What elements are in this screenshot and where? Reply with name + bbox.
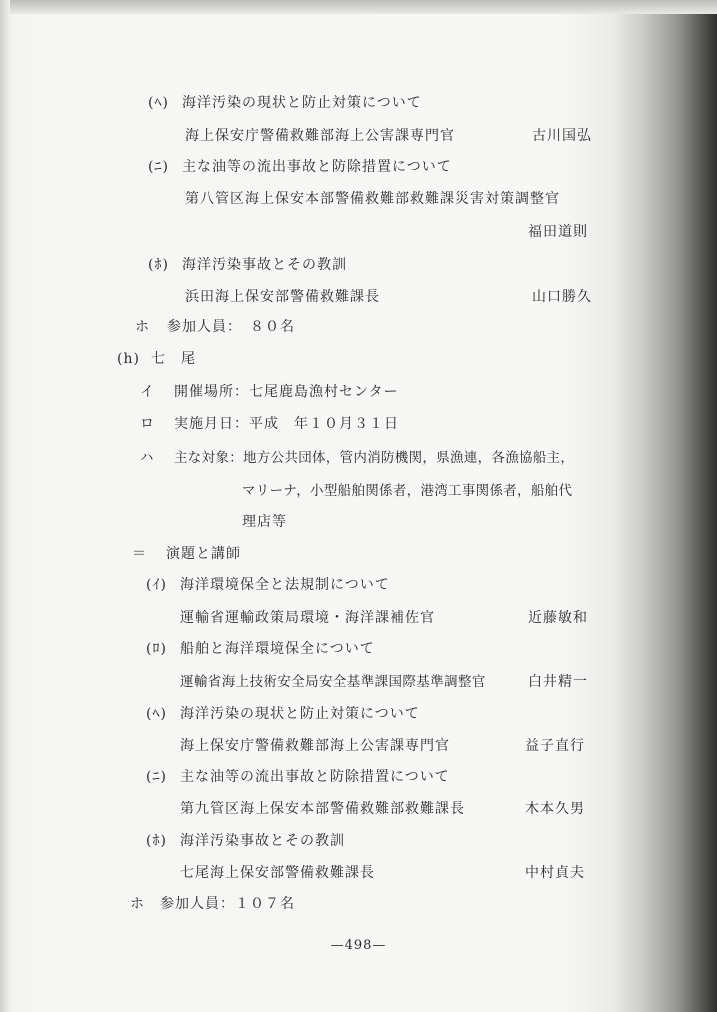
topic-text: 海洋環境保全と法規制について (180, 577, 390, 593)
attendance-line (130, 895, 295, 913)
item-marker: (ｲ) (146, 577, 167, 593)
attendance-text: 参加人員： ８０名 (167, 319, 295, 335)
lecturer-title: 海上保安庁警備救難部海上公害課専門官 (180, 738, 450, 754)
lecturer-name: 福田道則 (528, 224, 588, 240)
lecturer-title: 第八管区海上保安本部警備救難部救難課災害対策調整官 (185, 191, 560, 207)
subsection-heading (132, 545, 241, 563)
section-marker: (h) (117, 351, 140, 367)
heading-line (148, 94, 422, 112)
info-line (140, 415, 399, 433)
topic-text: 海洋汚染事故とその教訓 (180, 833, 345, 849)
attendance-text: 参加人員：１０７名 (160, 896, 295, 912)
item-marker: ハ (140, 450, 154, 466)
lecturer-name: 白井精一 (528, 674, 588, 690)
topic-text: 船舶と海洋環境保全について (180, 641, 375, 657)
scan-top-edge (0, 0, 717, 14)
info-line (140, 383, 398, 401)
info-continuation: マリーナ，小型船舶関係者，港湾工事関係者，船舶代 (242, 483, 573, 499)
topic-text: 主な油等の流出事故と防除措置について (180, 769, 450, 785)
heading-line (146, 576, 390, 594)
item-marker: (ﾆ) (148, 159, 169, 175)
lecturer-title: 運輸省海上技術安全局安全基準課国際基準調整官 (180, 674, 486, 690)
info-text: 実施月日：平成 年１０月３１日 (174, 416, 399, 432)
topic-text: 主な油等の流出事故と防除措置について (182, 159, 452, 175)
topic-text: 海洋汚染の現状と防止対策について (182, 95, 422, 111)
item-marker: ロ (140, 416, 155, 432)
lecturer-title: 海上保安庁警備救難部海上公害課専門官 (185, 128, 455, 144)
section-title: 七 尾 (151, 351, 196, 367)
heading-line (148, 256, 347, 274)
lecturer-title: 七尾海上保安部警備救難課長 (180, 865, 375, 881)
info-continuation: 理店等 (242, 514, 287, 530)
item-marker: イ (140, 384, 155, 400)
item-marker: ホ (130, 896, 145, 912)
info-text: 開催場所：七尾鹿島漁村センター (174, 384, 399, 400)
page-number: —498— (330, 938, 387, 953)
lecturer-title: 運輸省運輸政策局環境・海洋課補佐官 (180, 610, 435, 626)
section-heading (117, 350, 196, 368)
item-marker: (ﾛ) (146, 641, 167, 657)
attendance-line (135, 318, 295, 336)
item-marker: ＝ (132, 546, 147, 562)
info-text: 主な対象：地方公共団体，管内消防機関，県漁連，各漁協船主， (174, 450, 575, 466)
lecturer-title: 浜田海上保安部警備救難課長 (185, 289, 380, 305)
scan-left-edge (0, 0, 10, 1012)
subsection-title: 演題と講師 (166, 546, 241, 562)
heading-line (146, 768, 450, 786)
lecturer-name: 木本久男 (525, 801, 585, 817)
heading-line (146, 640, 375, 658)
info-line (140, 449, 574, 467)
topic-text: 海洋汚染事故とその教訓 (182, 257, 347, 273)
lecturer-name: 益子直行 (525, 738, 585, 754)
heading-line (146, 705, 420, 723)
lecturer-name: 中村貞夫 (525, 865, 585, 881)
lecturer-name: 近藤敏和 (528, 610, 588, 626)
heading-line (146, 832, 345, 850)
lecturer-name: 山口勝久 (532, 289, 592, 305)
heading-line (148, 158, 452, 176)
item-marker: (ﾎ) (146, 833, 167, 849)
item-marker: (ﾍ) (146, 706, 167, 722)
item-marker: (ﾍ) (148, 95, 169, 111)
lecturer-name: 古川国弘 (532, 128, 592, 144)
item-marker: (ﾎ) (148, 257, 169, 273)
item-marker: (ﾆ) (146, 769, 167, 785)
item-marker: ホ (135, 319, 150, 335)
topic-text: 海洋汚染の現状と防止対策について (180, 706, 420, 722)
lecturer-title: 第九管区海上保安本部警備救難部救難課長 (180, 801, 465, 817)
